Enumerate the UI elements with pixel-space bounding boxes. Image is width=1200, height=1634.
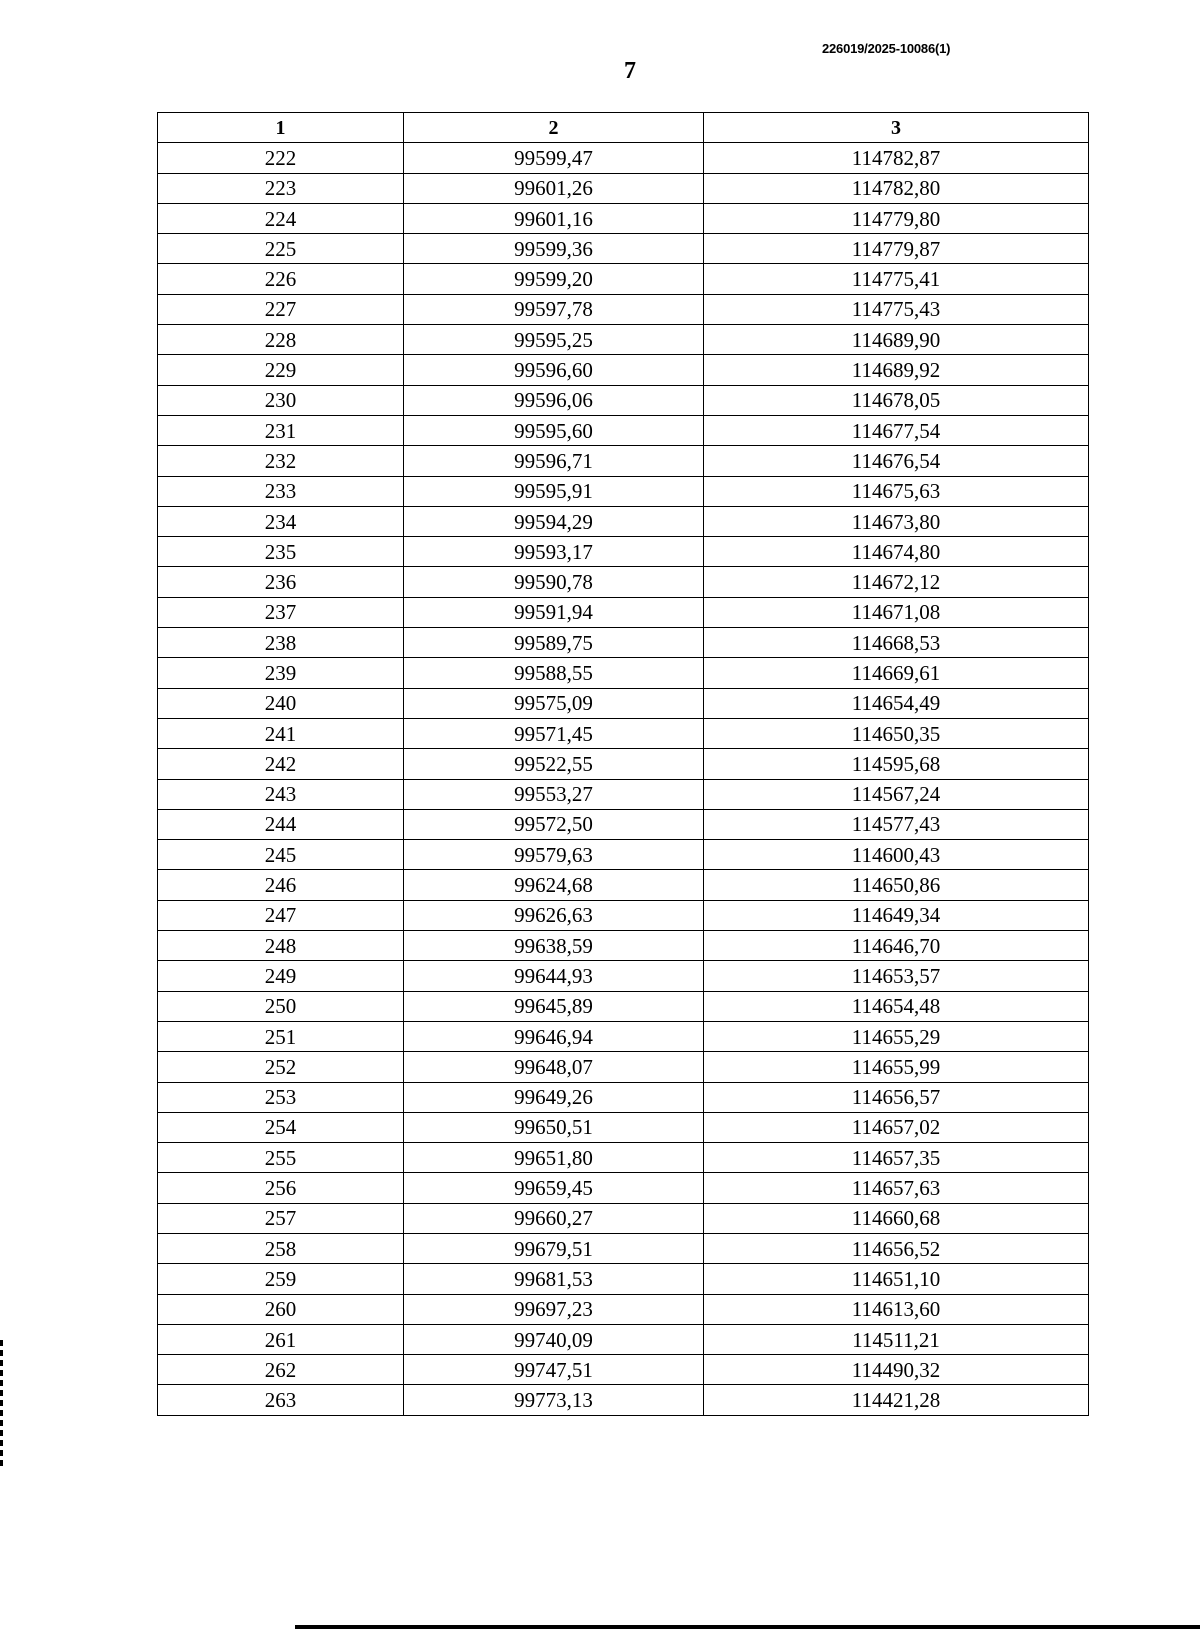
coordinate-x-cell: 99660,27 xyxy=(404,1203,704,1233)
table-row xyxy=(158,900,1089,930)
table-row xyxy=(158,840,1089,870)
coordinate-x-cell: 99590,78 xyxy=(404,567,704,597)
coordinate-y-cell: 114668,53 xyxy=(704,628,1089,658)
coordinate-x-cell: 99591,94 xyxy=(404,597,704,627)
point-number-cell: 238 xyxy=(158,628,404,658)
coordinate-x-cell: 99572,50 xyxy=(404,809,704,839)
point-number-cell: 231 xyxy=(158,415,404,445)
coordinate-y-cell: 114511,21 xyxy=(704,1324,1089,1354)
column-header-3: 3 xyxy=(704,113,1089,143)
table-row xyxy=(158,1385,1089,1415)
coordinate-y-cell: 114657,02 xyxy=(704,1112,1089,1142)
table-row xyxy=(158,870,1089,900)
point-number-cell: 236 xyxy=(158,567,404,597)
coordinate-y-cell: 114779,80 xyxy=(704,203,1089,233)
coordinate-x-cell: 99681,53 xyxy=(404,1264,704,1294)
coordinate-x-cell: 99644,93 xyxy=(404,961,704,991)
table-row xyxy=(158,143,1089,173)
point-number-cell: 224 xyxy=(158,203,404,233)
table-row xyxy=(158,1233,1089,1263)
point-number-cell: 247 xyxy=(158,900,404,930)
coordinate-y-cell: 114646,70 xyxy=(704,931,1089,961)
coordinate-y-cell: 114656,57 xyxy=(704,1082,1089,1112)
coordinate-y-cell: 114676,54 xyxy=(704,446,1089,476)
table-row xyxy=(158,1324,1089,1354)
point-number-cell: 249 xyxy=(158,961,404,991)
point-number-cell: 242 xyxy=(158,749,404,779)
coordinate-x-cell: 99638,59 xyxy=(404,931,704,961)
coordinate-x-cell: 99651,80 xyxy=(404,1143,704,1173)
coordinate-y-cell: 114782,80 xyxy=(704,173,1089,203)
coordinate-x-cell: 99575,09 xyxy=(404,688,704,718)
table-row xyxy=(158,931,1089,961)
point-number-cell: 241 xyxy=(158,718,404,748)
coordinate-y-cell: 114674,80 xyxy=(704,537,1089,567)
point-number-cell: 229 xyxy=(158,355,404,385)
column-header-2: 2 xyxy=(404,113,704,143)
coordinate-x-cell: 99697,23 xyxy=(404,1294,704,1324)
coordinate-y-cell: 114490,32 xyxy=(704,1355,1089,1385)
table-row xyxy=(158,325,1089,355)
point-number-cell: 233 xyxy=(158,476,404,506)
table-row xyxy=(158,1173,1089,1203)
point-number-cell: 257 xyxy=(158,1203,404,1233)
point-number-cell: 255 xyxy=(158,1143,404,1173)
coordinate-y-cell: 114649,34 xyxy=(704,900,1089,930)
table-row xyxy=(158,1052,1089,1082)
table-row xyxy=(158,294,1089,324)
point-number-cell: 246 xyxy=(158,870,404,900)
coordinate-x-cell: 99595,60 xyxy=(404,415,704,445)
point-number-cell: 230 xyxy=(158,385,404,415)
coordinate-x-cell: 99593,17 xyxy=(404,537,704,567)
point-number-cell: 261 xyxy=(158,1324,404,1354)
table-row xyxy=(158,1082,1089,1112)
coordinate-x-cell: 99594,29 xyxy=(404,506,704,536)
point-number-cell: 226 xyxy=(158,264,404,294)
point-number-cell: 262 xyxy=(158,1355,404,1385)
table-row xyxy=(158,1143,1089,1173)
point-number-cell: 227 xyxy=(158,294,404,324)
coordinate-y-cell: 114669,61 xyxy=(704,658,1089,688)
coordinate-y-cell: 114654,48 xyxy=(704,991,1089,1021)
document-registration-number: 226019/2025-10086(1) xyxy=(822,41,951,56)
coordinate-x-cell: 99596,06 xyxy=(404,385,704,415)
table-row xyxy=(158,1355,1089,1385)
point-number-cell: 228 xyxy=(158,325,404,355)
table-row xyxy=(158,415,1089,445)
coordinate-x-cell: 99553,27 xyxy=(404,779,704,809)
point-number-cell: 244 xyxy=(158,809,404,839)
coordinate-x-cell: 99747,51 xyxy=(404,1355,704,1385)
coordinate-x-cell: 99650,51 xyxy=(404,1112,704,1142)
coordinate-x-cell: 99597,78 xyxy=(404,294,704,324)
coordinate-y-cell: 114677,54 xyxy=(704,415,1089,445)
table-row xyxy=(158,476,1089,506)
table-row xyxy=(158,1264,1089,1294)
coordinate-x-cell: 99626,63 xyxy=(404,900,704,930)
coordinate-y-cell: 114650,35 xyxy=(704,718,1089,748)
table-row xyxy=(158,658,1089,688)
coordinate-y-cell: 114613,60 xyxy=(704,1294,1089,1324)
page-number: 7 xyxy=(624,58,636,84)
coordinate-y-cell: 114672,12 xyxy=(704,567,1089,597)
coordinate-y-cell: 114654,49 xyxy=(704,688,1089,718)
coordinate-y-cell: 114657,35 xyxy=(704,1143,1089,1173)
coordinate-x-cell: 99624,68 xyxy=(404,870,704,900)
table-row xyxy=(158,264,1089,294)
table-row xyxy=(158,991,1089,1021)
coordinate-y-cell: 114775,41 xyxy=(704,264,1089,294)
table-row xyxy=(158,1294,1089,1324)
coordinate-y-cell: 114779,87 xyxy=(704,234,1089,264)
table-row xyxy=(158,809,1089,839)
point-number-cell: 234 xyxy=(158,506,404,536)
point-number-cell: 235 xyxy=(158,537,404,567)
coordinate-x-cell: 99522,55 xyxy=(404,749,704,779)
point-number-cell: 223 xyxy=(158,173,404,203)
coordinate-x-cell: 99599,47 xyxy=(404,143,704,173)
coordinate-x-cell: 99579,63 xyxy=(404,840,704,870)
table-row xyxy=(158,1203,1089,1233)
point-number-cell: 239 xyxy=(158,658,404,688)
point-number-cell: 237 xyxy=(158,597,404,627)
point-number-cell: 252 xyxy=(158,1052,404,1082)
coordinate-x-cell: 99679,51 xyxy=(404,1233,704,1263)
coordinate-x-cell: 99645,89 xyxy=(404,991,704,1021)
coordinate-y-cell: 114595,68 xyxy=(704,749,1089,779)
coordinate-x-cell: 99596,60 xyxy=(404,355,704,385)
coordinate-x-cell: 99595,25 xyxy=(404,325,704,355)
coordinate-y-cell: 114671,08 xyxy=(704,597,1089,627)
coordinate-x-cell: 99601,26 xyxy=(404,173,704,203)
coordinate-x-cell: 99646,94 xyxy=(404,1021,704,1051)
scan-bottom-line xyxy=(295,1625,1200,1629)
point-number-cell: 256 xyxy=(158,1173,404,1203)
table-body xyxy=(158,143,1089,1415)
coordinate-y-cell: 114655,29 xyxy=(704,1021,1089,1051)
coordinate-x-cell: 99648,07 xyxy=(404,1052,704,1082)
coordinate-x-cell: 99659,45 xyxy=(404,1173,704,1203)
point-number-cell: 240 xyxy=(158,688,404,718)
point-number-cell: 232 xyxy=(158,446,404,476)
coordinate-x-cell: 99649,26 xyxy=(404,1082,704,1112)
coordinate-x-cell: 99601,16 xyxy=(404,203,704,233)
table-row xyxy=(158,688,1089,718)
point-number-cell: 253 xyxy=(158,1082,404,1112)
coordinate-x-cell: 99595,91 xyxy=(404,476,704,506)
point-number-cell: 260 xyxy=(158,1294,404,1324)
table-row xyxy=(158,567,1089,597)
column-header-1: 1 xyxy=(158,113,404,143)
point-number-cell: 248 xyxy=(158,931,404,961)
coordinate-y-cell: 114660,68 xyxy=(704,1203,1089,1233)
point-number-cell: 251 xyxy=(158,1021,404,1051)
table-row xyxy=(158,779,1089,809)
table-row xyxy=(158,749,1089,779)
point-number-cell: 245 xyxy=(158,840,404,870)
table-row xyxy=(158,385,1089,415)
coordinate-x-cell: 99599,20 xyxy=(404,264,704,294)
coordinate-y-cell: 114689,92 xyxy=(704,355,1089,385)
coordinate-x-cell: 99740,09 xyxy=(404,1324,704,1354)
coordinate-y-cell: 114678,05 xyxy=(704,385,1089,415)
coordinate-y-cell: 114689,90 xyxy=(704,325,1089,355)
coordinate-x-cell: 99599,36 xyxy=(404,234,704,264)
coordinate-x-cell: 99773,13 xyxy=(404,1385,704,1415)
coordinate-y-cell: 114782,87 xyxy=(704,143,1089,173)
coordinate-y-cell: 114775,43 xyxy=(704,294,1089,324)
point-number-cell: 250 xyxy=(158,991,404,1021)
coordinate-y-cell: 114675,63 xyxy=(704,476,1089,506)
table-row xyxy=(158,1021,1089,1051)
coordinate-y-cell: 114673,80 xyxy=(704,506,1089,536)
table-row xyxy=(158,597,1089,627)
table-header xyxy=(158,113,1089,143)
coordinate-x-cell: 99571,45 xyxy=(404,718,704,748)
coordinate-y-cell: 114600,43 xyxy=(704,840,1089,870)
table-row xyxy=(158,961,1089,991)
coordinates-table xyxy=(157,112,1089,1416)
scan-edge-mark xyxy=(0,1340,3,1470)
coordinate-x-cell: 99596,71 xyxy=(404,446,704,476)
point-number-cell: 258 xyxy=(158,1233,404,1263)
header-row xyxy=(158,113,1089,143)
coordinate-y-cell: 114650,86 xyxy=(704,870,1089,900)
table-row xyxy=(158,203,1089,233)
coordinate-x-cell: 99588,55 xyxy=(404,658,704,688)
table-row xyxy=(158,506,1089,536)
coordinate-x-cell: 99589,75 xyxy=(404,628,704,658)
point-number-cell: 254 xyxy=(158,1112,404,1142)
table-row xyxy=(158,1112,1089,1142)
point-number-cell: 222 xyxy=(158,143,404,173)
coordinate-y-cell: 114421,28 xyxy=(704,1385,1089,1415)
table-row xyxy=(158,718,1089,748)
point-number-cell: 225 xyxy=(158,234,404,264)
point-number-cell: 243 xyxy=(158,779,404,809)
table-row xyxy=(158,628,1089,658)
coordinate-y-cell: 114577,43 xyxy=(704,809,1089,839)
point-number-cell: 263 xyxy=(158,1385,404,1415)
coordinate-y-cell: 114657,63 xyxy=(704,1173,1089,1203)
table-row xyxy=(158,537,1089,567)
coordinate-y-cell: 114656,52 xyxy=(704,1233,1089,1263)
point-number-cell: 259 xyxy=(158,1264,404,1294)
coordinate-y-cell: 114653,57 xyxy=(704,961,1089,991)
table-row xyxy=(158,234,1089,264)
table-row xyxy=(158,173,1089,203)
coordinate-y-cell: 114567,24 xyxy=(704,779,1089,809)
table-row xyxy=(158,446,1089,476)
coordinate-y-cell: 114651,10 xyxy=(704,1264,1089,1294)
table-row xyxy=(158,355,1089,385)
coordinate-y-cell: 114655,99 xyxy=(704,1052,1089,1082)
